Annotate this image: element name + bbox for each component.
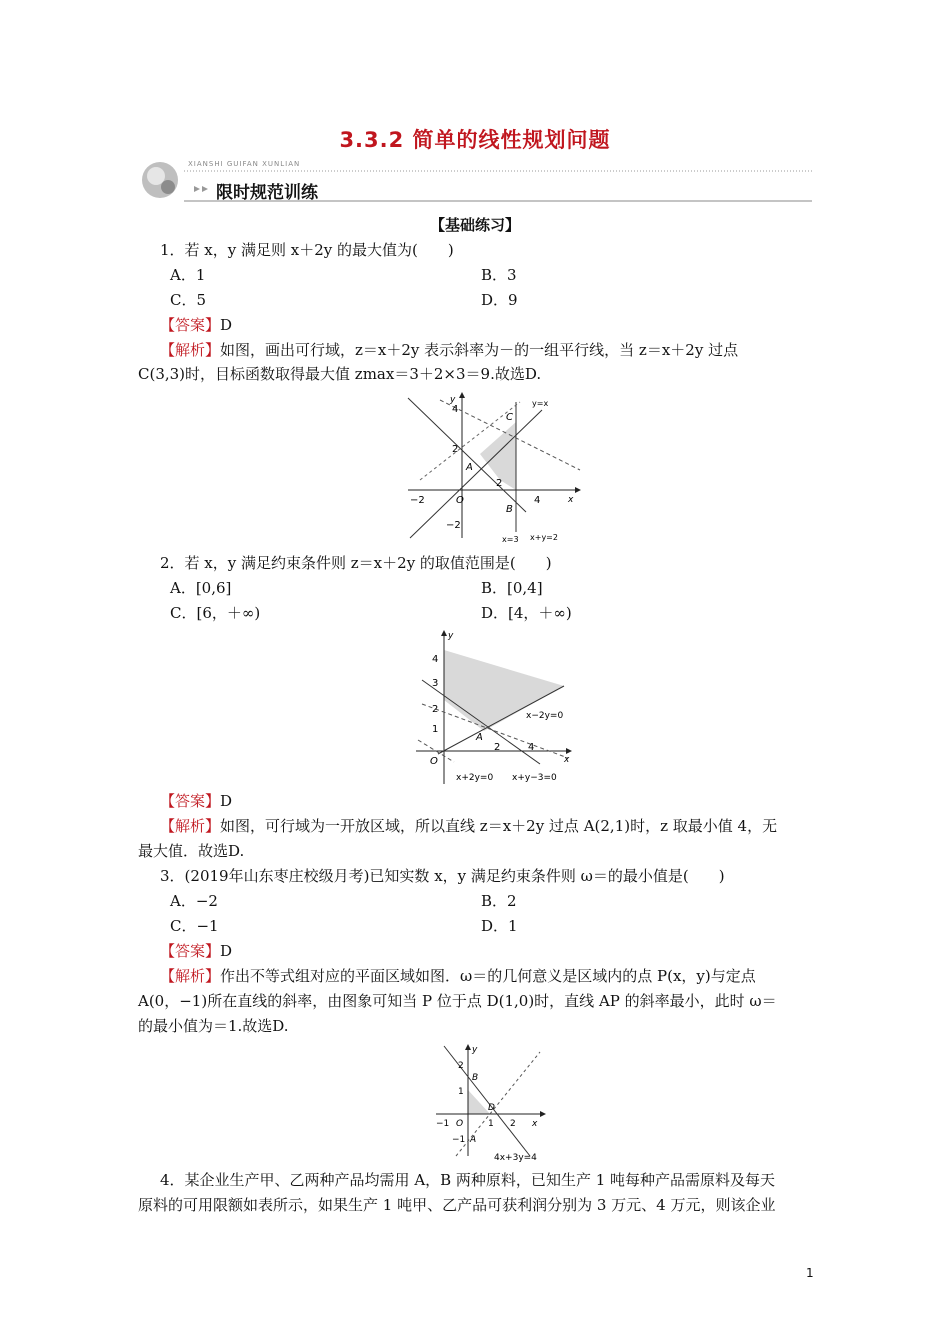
q1-label-y: y bbox=[450, 395, 456, 405]
q2-analysis-text-1: 如图，可行域为一开放区域，所以直线 z＝x＋2y 过点 A(2,1)时，z 取最小值 4，无 bbox=[220, 817, 778, 835]
q3-point-b: B bbox=[472, 1073, 479, 1083]
q1-answer bbox=[160, 315, 232, 335]
analysis-tag: 【解析】 bbox=[160, 967, 221, 985]
q3-option-c: C．−1 bbox=[170, 917, 219, 935]
q1-line-x3: x=3 bbox=[502, 535, 519, 542]
q1-analysis-2: C(3,3)时，目标函数取得最大值 zmax＝3＋2×3＝9.故选D. bbox=[138, 365, 542, 383]
q1-tick-x2: 2 bbox=[496, 478, 503, 489]
banner-label: 限时规范训练 bbox=[216, 183, 318, 203]
q3-answer-value: D bbox=[220, 942, 233, 960]
q2-tick-y1: 1 bbox=[432, 724, 439, 735]
q3-line-4x3y4: 4x+3y=4 bbox=[494, 1153, 537, 1163]
q1-label-x: x bbox=[568, 495, 574, 505]
q2-analysis-1 bbox=[160, 816, 777, 836]
q2-option-d: D．[4，＋∞) bbox=[481, 604, 572, 622]
q1-tick-ym2: −2 bbox=[446, 520, 461, 531]
q1-analysis-text-1: 如图，画出可行域，z＝x＋2y 表示斜率为－的一组平行线，当 z＝x＋2y 过点 bbox=[220, 341, 739, 359]
q1-tick-xm2: −2 bbox=[410, 495, 425, 506]
q3-label-x: x bbox=[532, 1119, 538, 1129]
q1-point-a: A bbox=[466, 462, 473, 473]
q3-tick-x2: 2 bbox=[510, 1119, 516, 1129]
q3-analysis-2: A(0，−1)所在直线的斜率，由图象可知当 P 位于点 D(1,0)时，直线 AP 的斜率最小，此时 ω＝ bbox=[138, 992, 777, 1010]
q1-line-xy2: x+y=2 bbox=[530, 533, 558, 542]
analysis-tag: 【解析】 bbox=[160, 817, 221, 835]
q1-stem: 1．若 x，y 满足则 x＋2y 的最大值为( ) bbox=[160, 241, 454, 259]
q2-tick-y3: 3 bbox=[432, 678, 439, 689]
q1-tick-y2: 2 bbox=[452, 444, 459, 455]
q2-line-x2y: x−2y=0 bbox=[526, 711, 564, 721]
q3-stem: 3．(2019年山东枣庄校级月考)已知实数 x，y 满足约束条件则 ω＝的最小值是( ) bbox=[160, 867, 725, 885]
q1-analysis-1 bbox=[160, 340, 738, 360]
q2-graph bbox=[408, 628, 578, 786]
q2-analysis-2: 最大值．故选D. bbox=[138, 842, 245, 860]
page-title: 3.3.2 简单的线性规划问题 bbox=[339, 128, 611, 152]
q1-point-c: C bbox=[506, 412, 513, 423]
answer-tag: 【答案】 bbox=[160, 792, 221, 810]
q1-tick-y4: 4 bbox=[452, 404, 459, 415]
q2-option-a: A．[0,6] bbox=[170, 579, 232, 597]
q1-option-a: A．1 bbox=[170, 266, 206, 284]
q1-option-b: B．3 bbox=[481, 266, 517, 284]
q3-tick-xm1: −1 bbox=[436, 1119, 450, 1129]
q3-analysis-3: 的最小值为＝1.故选D. bbox=[138, 1017, 289, 1035]
q3-label-y: y bbox=[472, 1045, 478, 1055]
q2-label-origin: O bbox=[430, 756, 438, 767]
page-number: 1 bbox=[806, 1266, 814, 1280]
q1-answer-value: D bbox=[220, 316, 233, 334]
q3-label-origin: O bbox=[456, 1119, 464, 1129]
q2-tick-x2: 2 bbox=[494, 742, 501, 753]
q3-tick-ym1: −1 bbox=[452, 1135, 466, 1145]
q2-tick-x4: 4 bbox=[528, 742, 535, 753]
q3-option-a: A．−2 bbox=[170, 892, 218, 910]
q1-option-c: C．5 bbox=[170, 291, 207, 309]
q3-option-b: B．2 bbox=[481, 892, 517, 910]
q4-line-2: 原料的可用限额如表所示，如果生产 1 吨甲、乙产品可获利润分别为 3 万元、4 万元，则该企业 bbox=[138, 1196, 776, 1214]
answer-tag: 【答案】 bbox=[160, 316, 221, 334]
q3-answer bbox=[160, 941, 232, 961]
q2-label-y: y bbox=[448, 631, 454, 641]
q3-tick-y1: 1 bbox=[458, 1087, 464, 1097]
q2-answer-value: D bbox=[220, 792, 233, 810]
q2-option-c: C．[6，＋∞) bbox=[170, 604, 261, 622]
q1-option-d: D．9 bbox=[481, 291, 518, 309]
q1-tick-x4: 4 bbox=[534, 495, 541, 506]
analysis-tag: 【解析】 bbox=[160, 341, 221, 359]
q2-label-x: x bbox=[564, 755, 570, 765]
q2-line-xy3: x+y−3=0 bbox=[512, 773, 557, 783]
q2-line-xp2y: x+2y=0 bbox=[456, 773, 494, 783]
q3-tick-x1: 1 bbox=[488, 1119, 494, 1129]
q3-analysis-text-1: 作出不等式组对应的平面区域如图．ω＝的几何意义是区域内的点 P(x，y)与定点 bbox=[220, 967, 756, 985]
q1-label-origin: O bbox=[456, 495, 464, 506]
q3-option-d: D．1 bbox=[481, 917, 518, 935]
banner-pinyin: XIANSHI GUIFAN XUNLIAN bbox=[188, 160, 301, 168]
answer-tag: 【答案】 bbox=[160, 942, 221, 960]
q1-graph bbox=[400, 390, 590, 542]
q3-tick-y2: 2 bbox=[458, 1061, 464, 1071]
q4-line-1: 4．某企业生产甲、乙两种产品均需用 A，B 两种原料，已知生产 1 吨每种产品需原料及每天 bbox=[160, 1171, 776, 1189]
q3-analysis-1 bbox=[160, 966, 756, 986]
q3-graph bbox=[432, 1044, 550, 1164]
q1-point-b: B bbox=[506, 504, 513, 515]
q3-point-a: A bbox=[470, 1135, 477, 1145]
q1-line-yx: y=x bbox=[532, 399, 549, 408]
q2-point-a: A bbox=[476, 732, 483, 743]
q2-tick-y4: 4 bbox=[432, 654, 439, 665]
q2-option-b: B．[0,4] bbox=[481, 579, 543, 597]
section-heading: 【基础练习】 bbox=[429, 216, 520, 234]
q3-point-d: D bbox=[488, 1103, 495, 1113]
q2-stem: 2．若 x，y 满足约束条件则 z＝x＋2y 的取值范围是( ) bbox=[160, 554, 552, 572]
q2-tick-y2: 2 bbox=[432, 704, 439, 715]
section-banner bbox=[138, 156, 812, 204]
q2-answer bbox=[160, 791, 232, 811]
